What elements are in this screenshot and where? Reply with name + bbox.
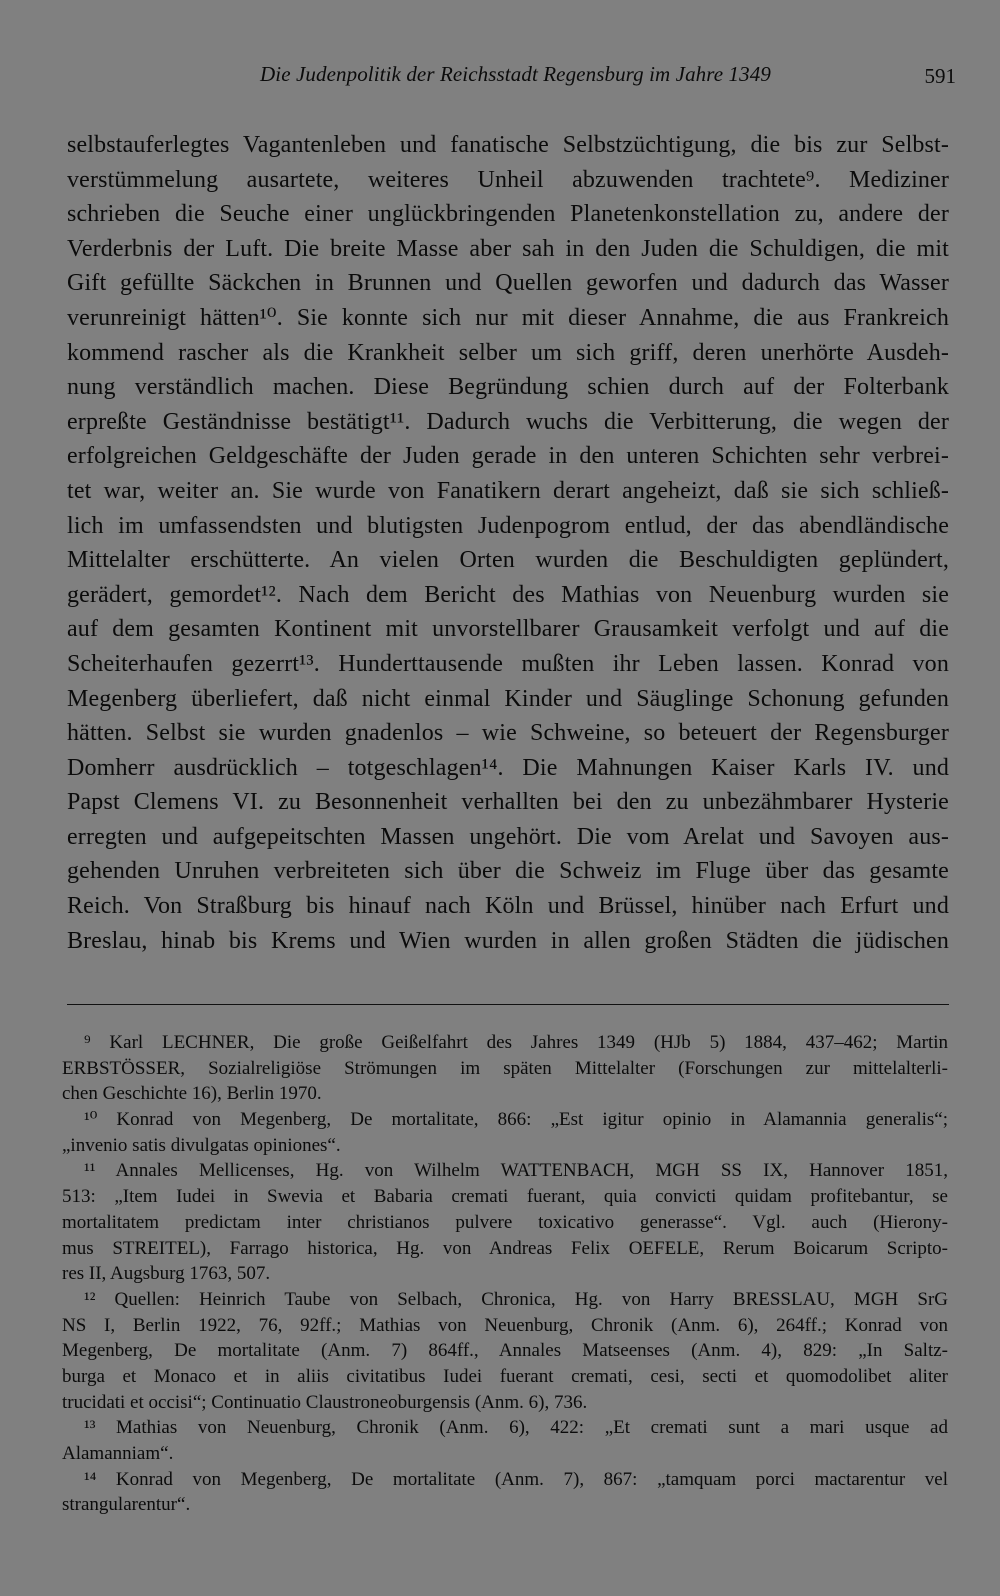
main-text <box>67 128 949 958</box>
footnote-line: res II, Augsburg 1763, 507. <box>62 1263 271 1285</box>
body-line: Verderbnis der Luft. Die breite Masse aber sah in den Juden die Schuldigen, die mit <box>67 235 949 262</box>
body-line: erregten und aufgepeitschten Massen ungehört. Die vom Arelat und Savoyen aus- <box>67 823 949 850</box>
body-line: gehenden Unruhen verbreiteten sich über die Schweiz im Fluge über das gesamte <box>67 858 949 885</box>
body-line: Scheiterhaufen gezerrt¹³. Hunderttausende mußten ihr Leben lassen. Konrad von <box>67 650 949 677</box>
body-line: hätten. Selbst sie wurden gnadenlos – wie Schweine, so beteuert der Regensburger <box>67 720 949 747</box>
footnote-line: ¹³ Mathias von Neuenburg, Chronik (Anm. 6), 422: „Et cremati sunt a mari usque ad <box>84 1417 948 1439</box>
footnote-line: ERBSTÖSSER, Sozialreligiöse Strömungen im späten Mittelalter (Forschungen zur mittelalterli- <box>62 1057 948 1079</box>
body-line: tet war, weiter an. Sie wurde von Fanatikern derart angeheizt, daß sie sich schließ- <box>67 477 949 504</box>
body-line: verstümmelung ausartete, weiteres Unheil abzuwenden trachtete⁹. Mediziner <box>67 166 949 193</box>
body-line: lich im umfassendsten und blutigsten Judenpogrom entlud, der das abendländische <box>67 512 949 539</box>
footnote-line: burga et Monaco et in aliis civitatibus Iudei fuerant cremati, cesi, secti et quomodolibet aliter <box>62 1365 948 1387</box>
body-line: Reich. Von Straßburg bis hinauf nach Köln und Brüssel, hinüber nach Erfurt und <box>67 893 949 920</box>
body-line: Papst Clemens VI. zu Besonnenheit verhallten bei den zu unbezähmbarer Hysterie <box>67 789 949 816</box>
footnote-line: ¹¹ Annales Mellicenses, Hg. von Wilhelm WATTENBACH, MGH SS IX, Hannover 1851, <box>84 1160 948 1182</box>
body-line: kommend rascher als die Krankheit selber um sich griff, deren unerhörte Ausdeh- <box>67 339 949 366</box>
body-line: selbstauferlegtes Vagantenleben und fanatische Selbstzüchtigung, die bis zur Selbst- <box>67 132 949 158</box>
footnote-divider <box>67 1004 949 1005</box>
footnote-line: mus STREITEL), Farrago historica, Hg. von Andreas Felix OEFELE, Rerum Boicarum Scripto- <box>62 1237 948 1259</box>
body-line: Breslau, hinab bis Krems und Wien wurden in allen großen Städten die jüdischen <box>67 927 949 954</box>
footnote-line: NS I, Berlin 1922, 76, 92ff.; Mathias von Neuenburg, Chronik (Anm. 6), 264ff.; Konrad von <box>62 1314 948 1336</box>
footnote-line: Megenberg, De mortalitate (Anm. 7) 864ff., Annales Matseenses (Anm. 4), 829: „In Saltz- <box>62 1340 948 1362</box>
running-header <box>0 62 1000 92</box>
body-line: Megenberg überliefert, daß nicht einmal Kinder und Säuglinge Schonung gefunden <box>67 685 949 712</box>
footnote-line: mortalitatem predictam inter christianos pulvere toxicativo generasse“. Vgl. auch (Hierony- <box>62 1211 948 1233</box>
footnote-line: „invenio satis divulgatas opiniones“. <box>62 1134 341 1156</box>
body-line: Mittelalter erschütterte. An vielen Orten wurden die Beschuldigten geplündert, <box>67 547 949 574</box>
body-line: schrieben die Seuche einer unglückbringenden Planetenkonstellation zu, andere der <box>67 201 949 228</box>
body-line: auf dem gesamten Kontinent mit unvorstellbarer Grausamkeit verfolgt und auf die <box>67 616 949 643</box>
running-title: Die Judenpolitik der Reichsstadt Regensburg im Jahre 1349 <box>260 62 771 86</box>
body-line: nung verständlich machen. Diese Begründung schien durch auf der Folterbank <box>67 374 949 401</box>
footnote-line: Alamanniam“. <box>62 1443 174 1464</box>
footnote-line: 513: „Item Iudei in Swevia et Babaria cremati fuerant, quia convicti quidam profitebantur, se <box>62 1186 948 1208</box>
footnote-line: ¹⁰ Konrad von Megenberg, De mortalitate, 866: „Est igitur opinio in Alamannia generalis“; <box>84 1109 948 1131</box>
page-number: 591 <box>924 64 956 88</box>
footnotes <box>62 1030 948 1518</box>
footnote-line: strangularentur“. <box>62 1494 191 1516</box>
body-line: erpreßte Geständnisse bestätigt¹¹. Dadurch wuchs die Verbitterung, die wegen der <box>67 408 949 435</box>
body-line: Domherr ausdrücklich – totgeschlagen¹⁴. Die Mahnungen Kaiser Karls IV. und <box>67 754 949 781</box>
body-line: gerädert, gemordet¹². Nach dem Bericht des Mathias von Neuenburg wurden sie <box>67 581 949 608</box>
body-line: verunreinigt hätten¹⁰. Sie konnte sich nur mit dieser Annahme, die aus Frankreich <box>67 304 949 331</box>
footnote-line: ¹² Quellen: Heinrich Taube von Selbach, Chronica, Hg. von Harry BRESSLAU, MGH SrG <box>84 1288 948 1310</box>
footnote-line: ¹⁴ Konrad von Megenberg, De mortalitate (Anm. 7), 867: „tamquam porci mactarentur vel <box>84 1468 948 1490</box>
body-line: Gift gefüllte Säckchen in Brunnen und Quellen geworfen und dadurch das Wasser <box>67 270 949 297</box>
footnote-line: trucidati et occisi“; Continuatio Claustroneoburgensis (Anm. 6), 736. <box>62 1391 588 1413</box>
footnote-line: chen Geschichte 16), Berlin 1970. <box>62 1083 322 1105</box>
body-line: erfolgreichen Geldgeschäfte der Juden gerade in den unteren Schichten sehr verbrei- <box>67 443 949 470</box>
footnote-line: ⁹ Karl LECHNER, Die große Geißelfahrt des Jahres 1349 (HJb 5) 1884, 437–462; Martin <box>84 1032 948 1053</box>
